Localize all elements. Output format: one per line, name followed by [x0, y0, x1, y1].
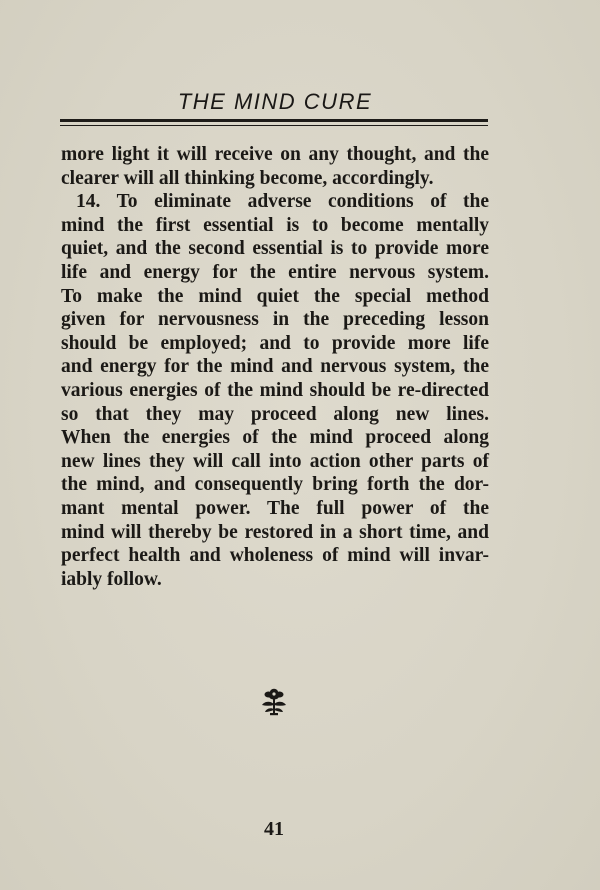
text-line: mant mental power. The full power of the: [61, 497, 489, 519]
fleuron-icon: [259, 686, 289, 718]
text-line: life and energy for the entire nervous system.: [61, 261, 489, 283]
text-line: new lines they will call into action other parts of: [61, 450, 489, 472]
text-line: so that they may proceed along new lines.: [61, 403, 489, 425]
text-line: given for nervousness in the preceding lesson: [61, 309, 489, 331]
running-head: THE MIND CURE: [177, 89, 373, 114]
text-line: and energy for the mind and nervous system, the: [61, 356, 489, 378]
text-line: mind will thereby be restored in a short time, and: [61, 521, 489, 543]
text-line: quiet, and the second essential is to provide more: [61, 238, 489, 260]
text-line: should be employed; and to provide more life: [61, 332, 489, 354]
text-line: mind the first essential is to become mentally: [61, 214, 489, 236]
text-line: When the energies of the mind proceed along: [61, 427, 489, 449]
text-line: perfect health and wholeness of mind will invar-: [61, 545, 489, 567]
text-line: clearer will all thinking become, accordingly.: [61, 167, 434, 189]
header-rule-thin: [60, 125, 488, 126]
text-line: iably follow.: [61, 568, 162, 590]
text-line: various energies of the mind should be re-directed: [61, 379, 489, 401]
text-line: the mind, and consequently bring forth the dor-: [61, 474, 489, 496]
body-text: [61, 143, 489, 591]
text-line: 14. To eliminate adverse conditions of the: [76, 191, 489, 213]
page-number: 41: [264, 818, 284, 840]
text-line: more light it will receive on any thought, and the: [61, 144, 489, 165]
header-rule-thick: [60, 119, 488, 122]
text-line: To make the mind quiet the special method: [61, 285, 489, 307]
